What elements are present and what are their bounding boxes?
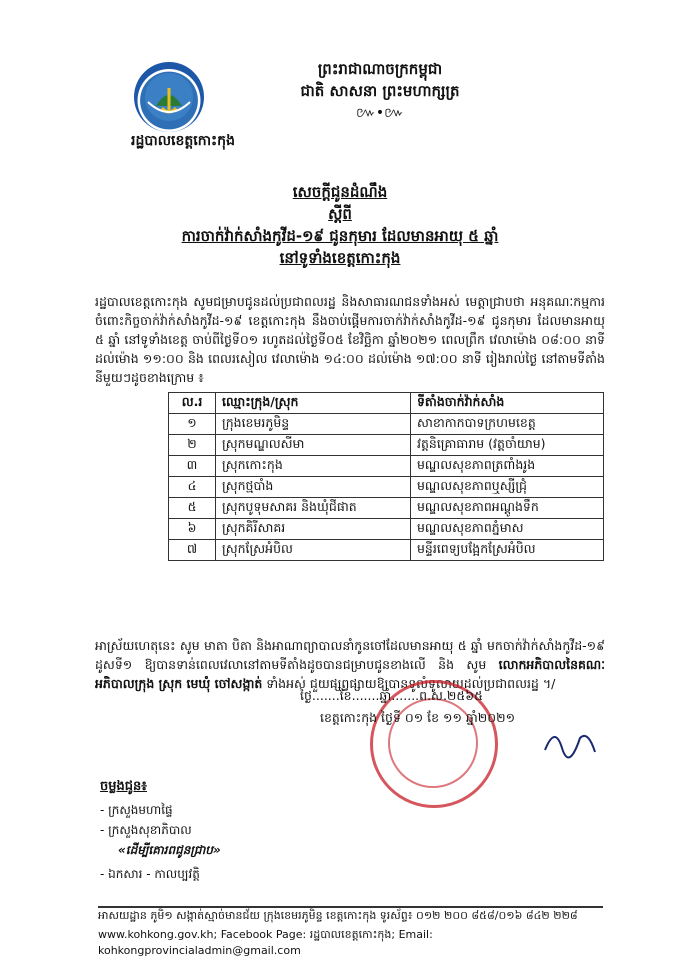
paragraph-2-text-c: ទាំងអស់ ជួយផ្សព្វផ្សាយឱ្យបានទូលំទូលាយដល់ប្រជាពលរដ្ឋ ។/ bbox=[266, 676, 556, 691]
cc-item: - ក្រសួងសុខាភិបាល bbox=[100, 823, 192, 837]
table-row bbox=[169, 435, 604, 456]
row-location: មណ្ឌលសុខភាពត្រពាំងរូង bbox=[411, 456, 604, 477]
row-location: វត្តនិគ្រោធារាម (វត្តចាំយាម) bbox=[411, 435, 604, 456]
row-district: ស្រុកគិរីសាគរ bbox=[216, 519, 411, 540]
row-district: ស្រុកមណ្ឌលសីមា bbox=[216, 435, 411, 456]
table-row bbox=[169, 540, 604, 561]
footer-address: អាសយដ្ឋាន ភូមិ១ សង្កាត់ស្មាច់មានជ័យ ក្រុងខេមរភូមិន្ទ ខេត្តកោះកុង ទូរស័ព្ទ៖ ០១២ ២០០ ៨៥៨/០១៦ ៨៤២ ២២៨ bbox=[98, 909, 578, 922]
kingdom-line: ព្រះរាជាណាចក្រកម្ពុជា bbox=[317, 60, 443, 78]
flourish-ornament: ៚•៚ bbox=[356, 105, 404, 121]
vaccination-locations-table bbox=[168, 392, 604, 561]
row-number: ១ bbox=[169, 414, 216, 435]
cc-item-note: «ដើម្បីគោរពជូនជ្រាប» bbox=[118, 843, 221, 857]
title-line-2: ស្តីពី bbox=[328, 205, 352, 223]
row-district: ស្រុកថ្មបាំង bbox=[216, 477, 411, 498]
title-line-3: ការចាក់វ៉ាក់សាំងកូវីដ-១៩ ជូនកុមារ ដែលមានអាយុ ៥ ឆ្នាំ bbox=[181, 227, 499, 245]
row-location: សាខាកាកបាទក្រហមខេត្ត bbox=[411, 414, 604, 435]
kohkong-province-emblem-icon bbox=[134, 62, 204, 132]
column-header-district: ឈ្មោះក្រុង/ស្រុក bbox=[216, 393, 411, 414]
table-row bbox=[169, 414, 604, 435]
row-number: ២ bbox=[169, 435, 216, 456]
cc-title: ចម្លងជូន៖ bbox=[100, 779, 147, 794]
notice-paragraph-1: រដ្ឋបាលខេត្តកោះកុង សូមជម្រាបជូនដល់ប្រជាពលរដ្ឋ និងសាធារណជនទាំងអស់ មេត្តាជ្រាបថា អនុគណៈកម្មការចំពោះកិច្ចចាក់វ៉ាក់សាំងកូវីដ-១៩ ខេត្តកោះកុង នឹងចាប់ផ្តើមការចាក់វ៉ាក់សាំងកូវីដ-១៩ ជូនកុមារ ដែលមានអាយុ ៥ ឆ្នាំ នៅទូទាំងខេត្ត ចាប់ពីថ្ងៃទី០១ រហូតដល់ថ្ងៃទី០៥ ខែវិច្ឆិកា ឆ្នាំ២០២១ ពេលព្រឹក វេលាម៉ោង ០៨:០០ នាទី ដល់ម៉ោង ១១:០០ និង ពេលរសៀល វេលាម៉ោង ១៤:០០ ដល់ម៉ោង ១៧:០០ នាទី រៀងរាល់ថ្ងៃ នៅតាមទីតាំងនីមួយៗដូចខាងក្រោម ៖ bbox=[95, 294, 605, 385]
row-location: មណ្ឌលសុខភាពអណ្តូងទឹក bbox=[411, 498, 604, 519]
notice-paragraph-2 bbox=[95, 636, 605, 693]
table-header-row bbox=[169, 393, 604, 414]
footer-divider bbox=[98, 906, 603, 908]
row-number: ៦ bbox=[169, 519, 216, 540]
table-row bbox=[169, 477, 604, 498]
table-row bbox=[169, 456, 604, 477]
column-header-no: ល.រ bbox=[169, 393, 216, 414]
row-district: ស្រុកស្រែអំបិល bbox=[216, 540, 411, 561]
row-location: មន្ទីរពេទ្យបង្អែកស្រែអំបិល bbox=[411, 540, 604, 561]
notice-title bbox=[120, 181, 560, 269]
footer-contacts: www.kohkong.gov.kh; Facebook Page: រដ្ឋបាលខេត្តកោះកុង; Email: kohkongprovincialadmin@gmail.com bbox=[98, 928, 433, 957]
row-district: ស្រុកបូទុមសាគរ និងឃុំជីផាត bbox=[216, 498, 411, 519]
row-number: ៤ bbox=[169, 477, 216, 498]
kingdom-motto bbox=[250, 58, 510, 102]
row-district: ក្រុងខេមរភូមិន្ទ bbox=[216, 414, 411, 435]
solar-date: ខេត្តកោះកុង ថ្ងៃទី ០១ ខែ ១១ ឆ្នាំ២០២១ bbox=[320, 710, 516, 725]
column-header-location: ទីតាំងចាក់វ៉ាក់សាំង bbox=[411, 393, 604, 414]
office-name: រដ្ឋបាលខេត្តកោះកុង bbox=[131, 133, 235, 149]
cc-item: - ក្រសួងមហាផ្ទៃ bbox=[100, 803, 173, 817]
row-location: មណ្ឌលសុខភាពឬស្សីជ្រុំ bbox=[411, 477, 604, 498]
table-row bbox=[169, 498, 604, 519]
cc-item: - ឯកសារ - កាលប្បវត្តិ bbox=[100, 867, 200, 881]
title-line-4: នៅទូទាំងខេត្តកោះកុង bbox=[279, 249, 401, 267]
row-number: ៣ bbox=[169, 456, 216, 477]
paragraph-2-text-a: អាស្រ័យហេតុនេះ សូម មាតា បិតា និងអាណាព្យាបាលនាំកូនចៅដែលមានអាយុ ៥ ឆ្នាំ មកចាក់វ៉ាក់សាំងកូវីដ-១៩ ដូសទី១ ឱ្យបានទាន់ពេលវេលានៅតាមទីតាំងដូចបានជម្រាបជូនខាងលើ និង សូម bbox=[95, 638, 605, 672]
lunar-date: ថ្ងៃ.......ខែ.......ឆ្នាំ.......ព.ស.២៥៦៥ bbox=[300, 688, 483, 703]
row-district: ស្រុកកោះកុង bbox=[216, 456, 411, 477]
row-location: មណ្ឌលសុខភាពភ្នំមាស bbox=[411, 519, 604, 540]
row-number: ៧ bbox=[169, 540, 216, 561]
title-line-1: សេចក្តីជូនដំណឹង bbox=[292, 183, 388, 201]
motto-line: ជាតិ សាសនា ព្រះមហាក្សត្រ bbox=[300, 82, 460, 100]
paragraph-2-bold-officials: លោកអភិបាលនៃគណៈអភិបាលក្រុង ស្រុក មេឃុំ ចៅសង្កាត់ bbox=[95, 657, 606, 691]
table-row bbox=[169, 519, 604, 540]
row-number: ៥ bbox=[169, 498, 216, 519]
